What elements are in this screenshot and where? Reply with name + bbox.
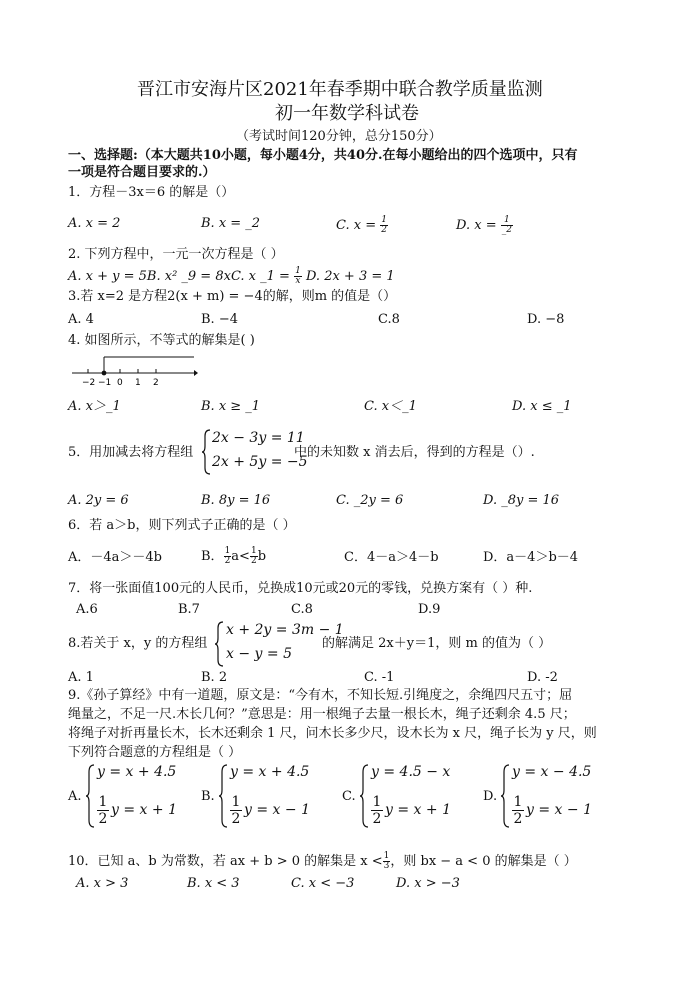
q5-option-a: A. 2y = 6 [68,493,129,508]
q10-option-d: D. x > −3 [396,876,460,891]
q9-option-a-label: A. [68,789,82,804]
q9-option-b-label: B. [201,789,215,804]
q7-stem: 7．将一张面值100元的人民币，兑换成10元或20元的零钱，兑换方案有（ ）种. [68,581,533,596]
q3-stem: 3.若 x=2 是方程2(x + m) = −4的解，则m 的值是（） [68,289,397,304]
q4-option-d: D. x ≤ _1 [512,399,572,414]
q9-option-a-brace [86,764,96,828]
q8-equation-1: x + 2y = 3m − 1 [226,622,344,638]
q4-tick-label: −2 [82,378,96,388]
q9-option-d-half: 1 2 [513,794,523,827]
exam-subtitle: 初一年数学科试卷 [275,103,419,124]
exam-info: （考试时间120分钟，总分150分） [236,129,442,144]
q8-equation-2: x − y = 5 [226,646,292,662]
q4-number-line [68,355,198,389]
q10-stem: 10．已知 a、b 为常数，若 ax + b > 0 的解集是 x < $\frac{1}{3}$ ，则 bx − a < 0 的解集是（ ） [68,851,577,871]
q5-option-d: D. _8y = 16 [483,493,560,508]
q9-option-c-eq2: y = x + 1 [385,802,451,818]
q9-line-3: 将绳子对折再量长木，长木还剩余 1 尺，问木长多少尺，设木长为 x 尺，绳子长为 y 尺，则 [68,726,597,741]
q10-option-b: B. x < 3 [187,876,240,891]
q9-option-d-eq2: y = x − 1 [526,802,592,818]
q7-option-b: B.7 [178,602,200,617]
q9-line-2: 绳量之，不足一尺.木长几何？”意思是：用一根绳子去量一根长木，绳子还剩余 4.5 尺； [68,707,576,722]
q4-tick-label: −1 [98,378,112,388]
q8-option-c: C. -1 [364,670,395,685]
q9-line-1: 9.《孙子算经》中有一道题，原文是：“今有木，不知长短.引绳度之，余绳四尺五寸；屈 [68,688,573,703]
q5-equation-1: 2x − 3y = 11 [212,430,305,446]
q10-option-c: C. x < −3 [291,876,355,891]
q9-option-a-eq2: y = x + 1 [111,802,177,818]
q9-option-d-brace [501,764,511,828]
q4-option-b: B. x ≥ _1 [201,399,261,414]
q9-option-b-brace [219,764,229,828]
q5-brace [202,429,212,475]
q4-option-c: C. x＜_1 [364,399,417,414]
q9-option-c-half: 1 2 [372,794,382,827]
q9-option-d-eq1: y = x − 4.5 [512,764,592,780]
q6-option-b: B． $\frac{1}{2}$ a< $\frac{1}{2}$ b [201,546,267,566]
q9-option-c-eq1: y = 4.5 − x [371,764,451,780]
q9-option-b-eq1: y = x + 4.5 [230,764,310,780]
q5-option-c: C. _2y = 6 [336,493,404,508]
q7-option-c: C.8 [291,602,313,617]
q7-option-a: A.6 [76,602,98,617]
q6-stem: 6．若 a＞b，则下列式子正确的是（ ） [68,518,296,533]
q1-option-a: A. x = 2 [68,216,121,231]
q1-stem: 1．方程－3x＝6 的解是（） [68,185,235,200]
q9-option-b-half: 1 2 [231,794,241,827]
q3-option-c: C.8 [378,312,400,327]
q9-option-a-eq1: y = x + 4.5 [97,764,177,780]
q3-option-d: D. −8 [527,312,565,327]
q5-stem-before: 5．用加减去将方程组 [68,445,194,460]
q4-option-a: A. x＞_1 [68,399,121,414]
q8-brace [215,621,225,667]
q4-tick-label: 1 [135,378,141,388]
q4-stem: 4. 如图所示，不等式的解集是( ) [68,333,255,348]
q1-option-d: D. x = $\frac{1}{\_2}$ [456,215,512,235]
q7-option-d: D.9 [418,602,441,617]
q6-option-d: D．a－4＞b－4 [483,550,579,565]
section-heading-line1: 一、选择题:（本大题共10小题，每小题4分，共40分.在每小题给出的四个选项中，只有 [68,148,578,163]
q8-option-d: D. -2 [527,670,558,685]
q8-stem-before: 8.若关于 x，y 的方程组 [68,636,208,651]
q5-option-b: B. 8y = 16 [201,493,271,508]
q1-option-c: C. x = $\frac{1}{2}$ [336,215,387,235]
q9-option-b-eq2: y = x − 1 [244,802,310,818]
q8-option-b: B. 2 [201,670,228,685]
q5-equation-2: 2x + 5y = −5 [212,454,308,470]
q8-option-a: A. 1 [68,670,94,685]
q9-option-c-brace [360,764,370,828]
q10-option-a: A. x > 3 [76,876,129,891]
q9-line-4: 下列符合题意的方程组是（ ） [68,745,242,760]
q9-option-a-half: 1 2 [98,794,108,827]
q9-option-d-label: D. [483,789,498,804]
section-heading-line2: 一项是符合题目要求的.） [68,165,216,180]
q4-tick-label: 0 [117,378,123,388]
q3-option-a: A. 4 [68,312,94,327]
q8-stem-after: 的解满足 2x＋y＝1，则 m 的值为（ ） [322,636,552,651]
q1-option-b: B. x = _2 [201,216,261,231]
q6-option-c: C．4－a＞4－b [344,550,439,565]
q2-stem: 2. 下列方程中，一元一次方程是（ ） [68,247,284,262]
q2-options: A. x + y = 5B. x² _9 = 8xC. x _1 = $\frac{1}{x}$ D. 2x + 3 = 1 [68,266,395,286]
q6-option-a: A．－4a＞－4b [68,550,163,565]
q4-tick-label: 2 [153,378,159,388]
q9-option-c-label: C. [342,789,356,804]
q3-option-b: B. −4 [201,312,238,327]
exam-title: 晋江市安海片区2021年春季期中联合教学质量监测 [137,79,543,100]
q5-stem-after: 中的未知数 x 消去后，得到的方程是（）. [294,445,535,460]
